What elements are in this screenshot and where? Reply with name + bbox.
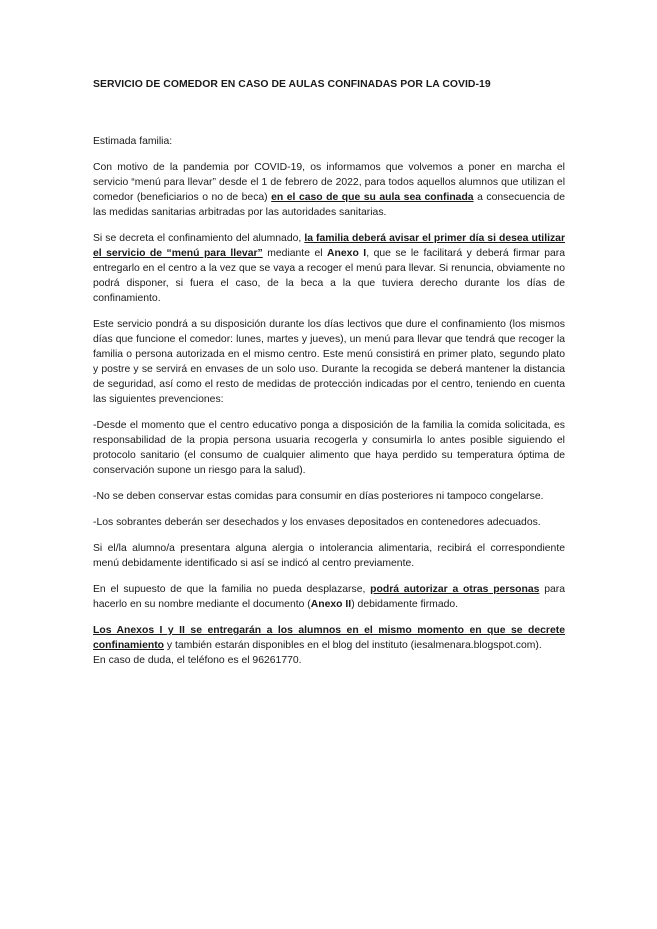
paragraph-authorization-text-c: ) debidamente firmado. [351,599,459,610]
paragraph-service: Este servicio pondrá a su disposición durante los días lectivos que dure el confinamiento (los mismos días que funcione el comedor: lunes, martes y jueves), un menú para llevar que tendrá que recoger la familia o persona autorizada en el mismo centro. Este menú consistirá en primer plato, segundo plato y postre y se servirá en envases de un solo uso. Durante la recogida se deberá mantener la distancia de seguridad, así como el resto de medidas de protección indicadas por el centro, teniendo en cuenta las siguientes prevenciones: [93,319,565,405]
paragraph-annexes-text-b: y también estarán disponibles en el blog del instituto (iesalmenara.blogspot.com). [164,640,542,651]
paragraph-confinement-text-a: Si se decreta el confinamiento del alumnado, [93,233,305,244]
paragraph-confinement-text-c: , que se le facilitará y deberá firmar para entregarlo en el centro a la vez que se vaya a recoger el menú para llevar. Si renuncia, obviamente no podrá disponer, si fuera el caso, de la beca a la que tuviera derecho durante los días de confinamiento. [93,248,565,304]
paragraph-intro-emphasis: en el caso de que su aula sea confinada [271,192,474,203]
paragraph-authorization-emphasis: podrá autorizar a otras personas [370,584,540,595]
paragraph-intro-text-a: Con motivo de la pandemia por COVID-19, os informamos que volvemos a poner en marcha el servicio “menú para llevar” desde el 1 de febrero de 2022, para todos aquellos alumnos que utilizan el comedor (beneficiarios o no de beca) [93,162,565,203]
paragraph-annexes-emphasis: Los Anexos I y II se entregarán a los alumnos en el mismo momento en que se decrete confinamiento [93,625,565,651]
paragraph-authorization-text-b: para hacerlo en su nombre mediante el documento ( [93,584,565,610]
paragraph-authorization-text-a: En el supuesto de que la familia no pueda desplazarse, [93,584,371,595]
prevention-item-3: -Los sobrantes deberán ser desechados y los envases depositados en contenedores adecuados. [93,517,541,528]
annex-ii-reference: Anexo II [310,599,352,610]
paragraph-intro-text-b: a consecuencia de las medidas sanitarias arbitradas por las autoridades sanitarias. [93,192,565,218]
document-title: SERVICIO DE COMEDOR EN CASO DE AULAS CONFINADAS POR LA COVID-19 [93,79,491,90]
annex-i-reference: Anexo I [327,248,367,259]
paragraph-confinement-text-b: mediante el [262,248,328,259]
paragraph-contact: En caso de duda, el teléfono es el 96261770. [93,655,302,666]
paragraph-allergy: Si el/la alumno/a presentara alguna alergia o intolerancia alimentaria, recibirá el correspondiente menú debidamente identificado si así se indicó al centro previamente. [93,543,565,569]
greeting: Estimada familia: [93,136,173,147]
prevention-item-2: -No se deben conservar estas comidas para consumir en días posteriores ni tampoco congelarse. [93,491,544,502]
paragraph-annexes [93,623,565,653]
prevention-item-1: -Desde el momento que el centro educativo ponga a disposición de la familia la comida solicitada, es responsabilidad de la propia persona usuaria recogerla y consumirla lo antes posible siguiendo el protocolo sanitario (el consumo de cualquier alimento que haya perdido su temperatura óptima de conservación supone un riesgo para la salud). [93,420,565,476]
document-body [93,134,565,668]
paragraph-confinement-emphasis: la familia deberá avisar el primer día si desea utilizar el servicio de “menú para llevar” [93,233,565,259]
paragraph-authorization [93,582,565,612]
paragraph-confinement [93,231,565,306]
paragraph-intro [93,160,565,220]
